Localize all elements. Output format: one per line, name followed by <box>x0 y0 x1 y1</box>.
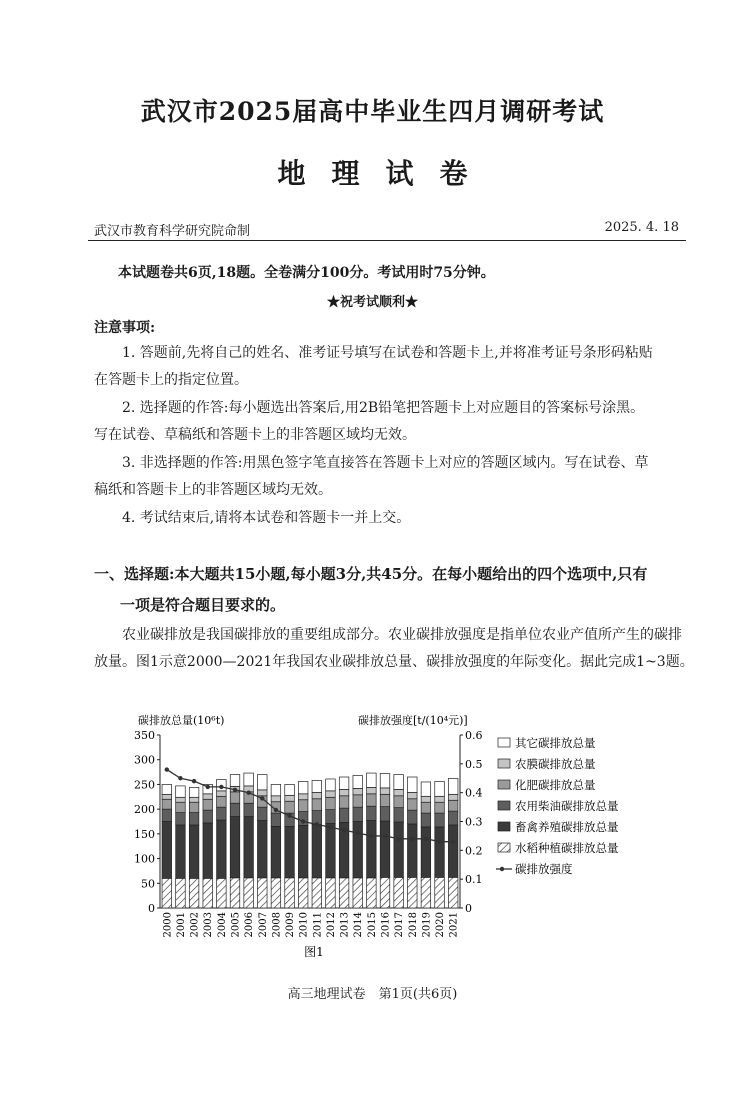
bar-segment-6 <box>258 775 268 790</box>
legend-label: 水稻种植碳排放总量 <box>515 841 619 855</box>
bar-segment-6 <box>176 786 186 797</box>
bar-segment-3 <box>271 813 281 826</box>
note-item-2: 2. 选择题的作答:每小题选出答案后,用2B铅笔把答题卡上对应题目的答案标号涂黑。写在试卷、草稿纸和答题卡上的非答题区域均无效。 <box>94 400 645 443</box>
intensity-point <box>342 828 346 832</box>
bar-segment-4 <box>435 802 445 813</box>
bar-segment-1 <box>394 877 404 908</box>
bar-segment-1 <box>448 877 458 908</box>
bar-segment-6 <box>421 782 431 796</box>
bar-segment-2 <box>435 827 445 877</box>
bar-segment-4 <box>394 796 404 808</box>
note-item-3: 3. 非选择题的作答:用黑色签字笔直接答在答题卡上对应的答题区域内。写在试卷、草稿纸和答题卡上的非答题区域均无效。 <box>94 455 649 498</box>
bar-segment-1 <box>380 877 390 908</box>
bar-segment-6 <box>367 773 377 787</box>
left-tick-label: 100 <box>134 852 155 866</box>
intensity-point <box>192 779 196 783</box>
x-tick-label: 2005 <box>230 912 242 938</box>
bar-segment-1 <box>162 878 172 908</box>
bar-segment-6 <box>353 776 363 789</box>
legend-label: 其它碳排放总量 <box>515 736 596 750</box>
bar-segment-5 <box>298 794 308 800</box>
figure-caption: 图1 <box>304 945 324 959</box>
bar-segment-6 <box>189 787 199 797</box>
bar-segment-5 <box>353 788 363 794</box>
bar-segment-5 <box>448 794 458 800</box>
bar-segment-2 <box>448 825 458 877</box>
bar-segment-4 <box>421 802 431 813</box>
bar-segment-2 <box>285 826 295 877</box>
bar-segment-6 <box>162 784 172 794</box>
bar-segment-1 <box>217 878 227 908</box>
right-tick-label: 0.3 <box>465 815 483 829</box>
bar-segment-3 <box>258 807 268 820</box>
right-tick-label: 0.4 <box>465 786 483 800</box>
bar-segment-3 <box>448 811 458 825</box>
intensity-point <box>369 834 373 838</box>
bar-segment-4 <box>367 794 377 806</box>
intensity-point <box>178 776 182 780</box>
right-tick-label: 0.1 <box>465 873 483 887</box>
x-tick-label: 2007 <box>257 912 269 938</box>
x-tick-label: 2015 <box>366 912 378 938</box>
x-tick-label: 2012 <box>325 912 337 938</box>
notes-heading: 注意事项: <box>94 320 156 336</box>
right-tick-label: 0 <box>465 902 472 915</box>
bar-segment-3 <box>394 808 404 822</box>
bar-segment-5 <box>380 788 390 794</box>
bar-segment-5 <box>285 795 295 801</box>
bar-segment-4 <box>203 799 213 810</box>
bar-segment-5 <box>339 789 349 795</box>
page-footer: 高三地理试卷 第1页(共6页) <box>287 987 458 1002</box>
x-tick-label: 2013 <box>339 912 351 938</box>
bar-segment-6 <box>285 784 295 795</box>
bar-segment-4 <box>408 799 418 810</box>
x-tick-label: 2010 <box>298 912 310 938</box>
bar-segment-1 <box>189 878 199 908</box>
bar-segment-1 <box>339 878 349 908</box>
bar-segment-1 <box>203 878 213 908</box>
bar-segment-1 <box>258 878 268 908</box>
bar-segment-2 <box>244 817 254 878</box>
bar-segment-2 <box>380 821 390 877</box>
bar-segment-5 <box>271 796 281 802</box>
intensity-point <box>219 785 223 789</box>
left-tick-label: 50 <box>141 877 155 891</box>
intensity-point <box>315 822 319 826</box>
bar-segment-4 <box>285 801 295 813</box>
bar-segment-2 <box>312 824 322 877</box>
good-luck-line: ★祝考试顺利★ <box>326 295 418 310</box>
note-item-4: 4. 考试结束后,请将本试卷和答题卡一并上交。 <box>122 510 411 526</box>
x-tick-label: 2008 <box>271 912 283 938</box>
intensity-point <box>206 785 210 789</box>
bar-segment-5 <box>217 791 227 796</box>
intensity-point <box>424 837 428 841</box>
bar-segment-1 <box>435 877 445 908</box>
intensity-point <box>356 831 360 835</box>
x-tick-label: 2006 <box>244 912 256 938</box>
bar-segment-3 <box>162 809 172 821</box>
left-tick-label: 200 <box>134 803 155 817</box>
bar-segment-3 <box>189 813 199 825</box>
bar-segment-4 <box>176 802 186 812</box>
bar-segment-5 <box>326 791 336 797</box>
bar-segment-1 <box>367 878 377 908</box>
legend-label: 碳排放强度 <box>515 862 573 876</box>
left-axis-title: 碳排放总量(10⁶t) <box>138 714 225 727</box>
bar-segment-3 <box>408 810 418 824</box>
x-tick-label: 2004 <box>216 912 228 938</box>
bar-segment-6 <box>271 784 281 795</box>
bar-segment-6 <box>312 780 322 792</box>
bar-segment-1 <box>298 878 308 908</box>
bar-segment-4 <box>230 792 240 803</box>
x-tick-label: 2001 <box>175 912 187 938</box>
bar-segment-4 <box>339 796 349 808</box>
legend-label: 化肥碳排放总量 <box>515 778 596 792</box>
legend-swatch <box>498 759 510 768</box>
x-tick-label: 2021 <box>448 912 460 938</box>
bar-segment-4 <box>380 794 390 806</box>
bar-segment-3 <box>339 808 349 822</box>
bar-segment-5 <box>162 794 172 799</box>
bar-segment-1 <box>271 878 281 908</box>
intensity-point <box>437 839 441 843</box>
legend-swatch <box>498 780 510 789</box>
exam-date: 2025. 4. 18 <box>604 220 679 235</box>
bar-segment-5 <box>408 792 418 798</box>
intensity-point <box>287 814 291 818</box>
bar-segment-5 <box>176 797 186 802</box>
bar-segment-4 <box>162 799 172 809</box>
left-tick-label: 150 <box>134 827 155 841</box>
bar-segment-4 <box>217 796 227 807</box>
x-tick-label: 2003 <box>203 912 215 938</box>
subject-title: 地理试卷 <box>277 157 494 190</box>
section-heading-cont: 一项是符合题目要求的。 <box>120 596 286 614</box>
bar-segment-3 <box>367 806 377 820</box>
intensity-point <box>301 819 305 823</box>
bar-segment-6 <box>448 778 458 794</box>
x-tick-label: 2009 <box>285 912 297 938</box>
bar-segment-3 <box>421 813 431 827</box>
x-tick-label: 2019 <box>421 912 433 938</box>
bar-segment-1 <box>353 878 363 908</box>
bar-segment-6 <box>408 777 418 792</box>
x-tick-label: 2014 <box>353 912 365 938</box>
bar-segment-2 <box>367 821 377 878</box>
bar-segment-1 <box>312 878 322 908</box>
bar-segment-6 <box>380 774 390 788</box>
legend-swatch <box>498 843 510 852</box>
bar-segment-6 <box>435 781 445 796</box>
left-tick-label: 250 <box>134 778 155 792</box>
bar-segment-2 <box>394 822 404 877</box>
x-tick-label: 2002 <box>189 912 201 938</box>
bar-segment-5 <box>189 797 199 802</box>
bar-segment-2 <box>230 817 240 878</box>
intensity-point <box>246 790 250 794</box>
bar-segment-4 <box>298 800 308 812</box>
bar-segment-3 <box>176 813 186 825</box>
intensity-point <box>410 837 414 841</box>
bar-segment-3 <box>353 807 363 821</box>
intensity-point <box>451 839 455 843</box>
bar-segment-2 <box>326 823 336 877</box>
bar-segment-1 <box>230 878 240 908</box>
bar-segment-2 <box>176 825 186 878</box>
bar-segment-1 <box>421 877 431 908</box>
bar-segment-5 <box>258 790 268 796</box>
bar-segment-2 <box>203 823 213 878</box>
bar-segment-6 <box>244 773 254 786</box>
bar-segment-5 <box>435 796 445 802</box>
bar-segment-3 <box>380 807 390 821</box>
bar-segment-2 <box>408 824 418 877</box>
bar-segment-6 <box>326 779 336 791</box>
figure-1-chart <box>120 708 650 963</box>
x-tick-label: 2020 <box>435 912 447 938</box>
intensity-point <box>274 808 278 812</box>
bar-segment-6 <box>230 775 240 787</box>
left-tick-label: 0 <box>148 902 155 915</box>
bar-segment-2 <box>189 825 199 878</box>
legend-label: 农用柴油碳排放总量 <box>515 799 619 813</box>
bar-segment-6 <box>394 775 404 790</box>
legend-swatch <box>498 738 510 747</box>
left-tick-label: 300 <box>134 753 155 767</box>
bar-segment-2 <box>298 825 308 877</box>
bar-segment-1 <box>244 878 254 908</box>
bar-segment-3 <box>203 810 213 823</box>
bar-segment-4 <box>312 799 322 811</box>
bar-segment-6 <box>339 777 349 789</box>
intensity-point <box>233 788 237 792</box>
issuing-organization: 武汉市教育科学研究院命制 <box>94 224 251 239</box>
bar-segment-1 <box>326 878 336 908</box>
bar-segment-3 <box>435 813 445 827</box>
section-heading: 一、选择题:本大题共15小题,每小题3分,共45分。在每小题给出的四个选项中,只有 <box>94 565 648 583</box>
bar-segment-5 <box>367 787 377 793</box>
bar-segment-3 <box>230 803 240 816</box>
bar-segment-2 <box>421 827 431 877</box>
intensity-point <box>260 796 264 800</box>
note-item-1: 1. 答题前,先将自己的姓名、准考证号填写在试卷和答题卡上,并将准考证号条形码粘贴在答题卡上的指定位置。 <box>94 345 653 388</box>
legend-line-marker <box>500 867 504 871</box>
x-tick-label: 2011 <box>312 912 324 938</box>
intensity-point <box>396 837 400 841</box>
legend-swatch <box>498 801 510 810</box>
question-stem: 农业碳排放是我国碳排放的重要组成部分。农业碳排放强度是指单位农业产值所产生的碳排放量。图1示意2000—2021年我国农业碳排放总量、碳排放强度的年际变化。据此完成1~3题。 <box>94 627 694 670</box>
bar-segment-4 <box>189 802 199 812</box>
bar-segment-5 <box>421 796 431 802</box>
legend-label: 农膜碳排放总量 <box>515 757 596 771</box>
bar-segment-2 <box>271 826 281 877</box>
bar-segment-1 <box>285 878 295 908</box>
legend-swatch <box>498 822 510 831</box>
bar-segment-1 <box>176 878 186 908</box>
header-divider <box>88 240 686 241</box>
left-tick-label: 350 <box>134 729 155 742</box>
bar-segment-4 <box>326 797 336 809</box>
right-tick-label: 0.5 <box>465 757 483 771</box>
bar-segment-3 <box>326 810 336 824</box>
x-tick-label: 2017 <box>394 912 406 938</box>
right-axis-title: 碳排放强度[t/(10⁴元)] <box>358 714 468 727</box>
right-tick-label: 0.2 <box>465 844 483 858</box>
intensity-point <box>328 825 332 829</box>
exam-title: 武汉市2025届高中毕业生四月调研考试 <box>140 97 605 126</box>
bar-segment-2 <box>258 821 268 878</box>
bar-segment-4 <box>448 800 458 811</box>
bar-segment-1 <box>408 877 418 908</box>
bar-segment-5 <box>312 792 322 798</box>
right-tick-label: 0.6 <box>465 729 483 742</box>
bar-segment-6 <box>298 781 308 793</box>
bar-segment-2 <box>162 822 172 879</box>
x-tick-label: 2016 <box>380 912 392 938</box>
intensity-point <box>165 767 169 771</box>
x-tick-label: 2018 <box>407 912 419 938</box>
bar-segment-2 <box>353 822 363 878</box>
bar-segment-4 <box>353 795 363 807</box>
legend-label: 畜禽养殖碳排放总量 <box>515 820 619 834</box>
x-tick-label: 2000 <box>162 912 174 938</box>
bar-segment-2 <box>217 820 227 878</box>
bar-segment-5 <box>203 794 213 799</box>
bar-segment-3 <box>217 807 227 820</box>
bar-segment-5 <box>394 789 404 795</box>
exam-info: 本试题卷共6页,18题。全卷满分100分。考试用时75分钟。 <box>118 265 495 281</box>
intensity-point <box>383 834 387 838</box>
bar-segment-3 <box>244 803 254 816</box>
